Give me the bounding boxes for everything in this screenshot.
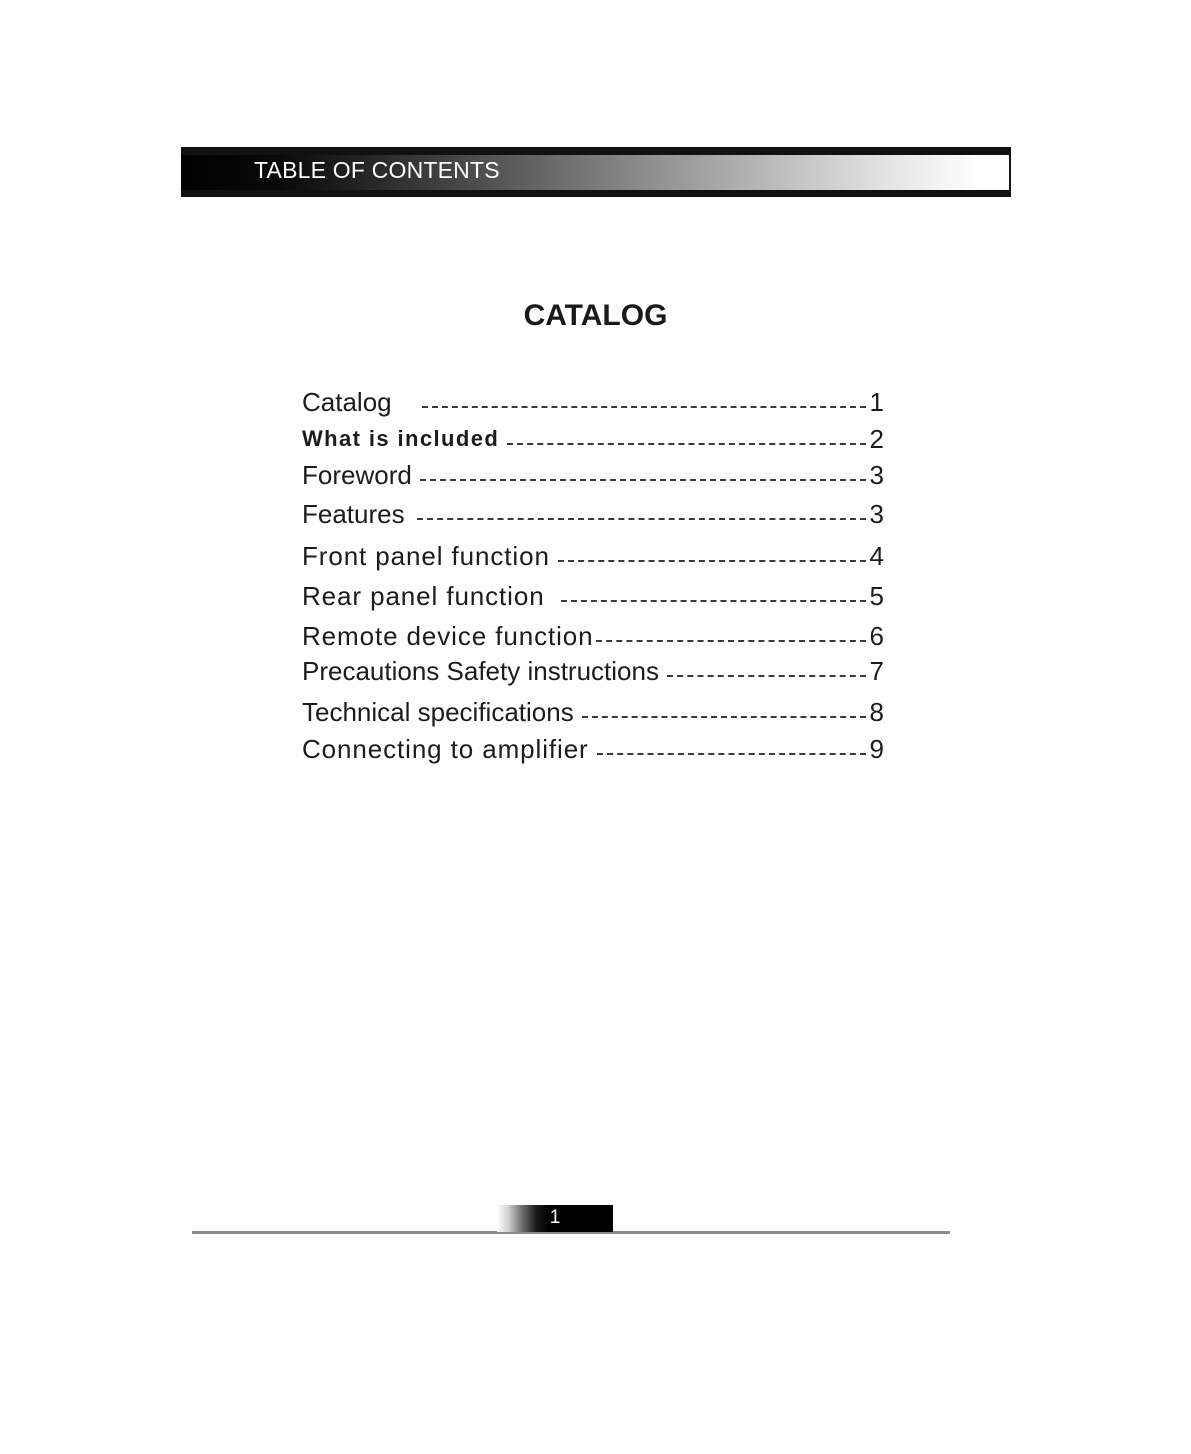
toc-entry-label: What is included [302, 426, 500, 451]
toc-dot-leader [422, 406, 866, 408]
page-number-tab [497, 1205, 613, 1232]
section-header-bar [181, 147, 1011, 197]
toc-dot-leader [667, 675, 866, 677]
toc-page-number: 7 [869, 656, 884, 686]
toc-entry-label: Features [302, 499, 405, 529]
toc-dot-leader [420, 479, 866, 481]
toc-entry-precautions-safety-instructions[interactable] [302, 656, 884, 686]
toc-dot-leader [582, 716, 866, 718]
toc-page-number: 2 [869, 424, 884, 454]
toc-entry-label: Catalog [302, 387, 392, 417]
toc-entry-catalog[interactable] [302, 387, 884, 417]
toc-entry-label: Technical specifications [302, 697, 574, 727]
toc-entry-connecting-to-amplifier[interactable] [302, 734, 884, 764]
toc-page-number: 4 [869, 541, 884, 571]
toc-entry-label: Connecting to amplifier [302, 734, 589, 764]
toc-entry-label: Remote device function [302, 621, 594, 651]
toc-page-number: 3 [869, 460, 884, 490]
toc-entry-rear-panel-function[interactable] [302, 581, 884, 611]
toc-entry-front-panel-function[interactable] [302, 541, 884, 571]
toc-entry-what-is-included[interactable] [302, 424, 884, 454]
toc-entry-label: Foreword [302, 460, 412, 490]
toc-entry-remote-device-function[interactable] [302, 621, 884, 651]
toc-entry-features[interactable] [302, 499, 884, 529]
toc-entry-technical-specifications[interactable] [302, 697, 884, 727]
toc-dot-leader [561, 600, 866, 602]
toc-page-number: 8 [869, 697, 884, 727]
section-title: TABLE OF CONTENTS [254, 157, 500, 183]
toc-dot-leader [417, 518, 866, 520]
catalog-heading [0, 299, 1191, 333]
toc-dot-leader [596, 640, 866, 642]
toc-entry-foreword[interactable] [302, 460, 884, 490]
toc-entry-label: Rear panel function [302, 581, 545, 611]
toc-page-number: 3 [869, 499, 884, 529]
toc-entry-label: Front panel function [302, 541, 550, 571]
toc-page-number: 6 [869, 621, 884, 651]
toc-entry-label: Precautions Safety instructions [302, 656, 659, 686]
toc-page-number: 5 [869, 581, 884, 611]
toc-dot-leader [507, 443, 865, 445]
toc-dot-leader [558, 560, 866, 562]
page-number: 1 [549, 1207, 561, 1228]
catalog-heading-text: CATALOG [523, 299, 668, 332]
toc-dot-leader [597, 753, 866, 755]
toc-page-number: 1 [869, 387, 884, 417]
toc-page-number: 9 [869, 734, 884, 764]
